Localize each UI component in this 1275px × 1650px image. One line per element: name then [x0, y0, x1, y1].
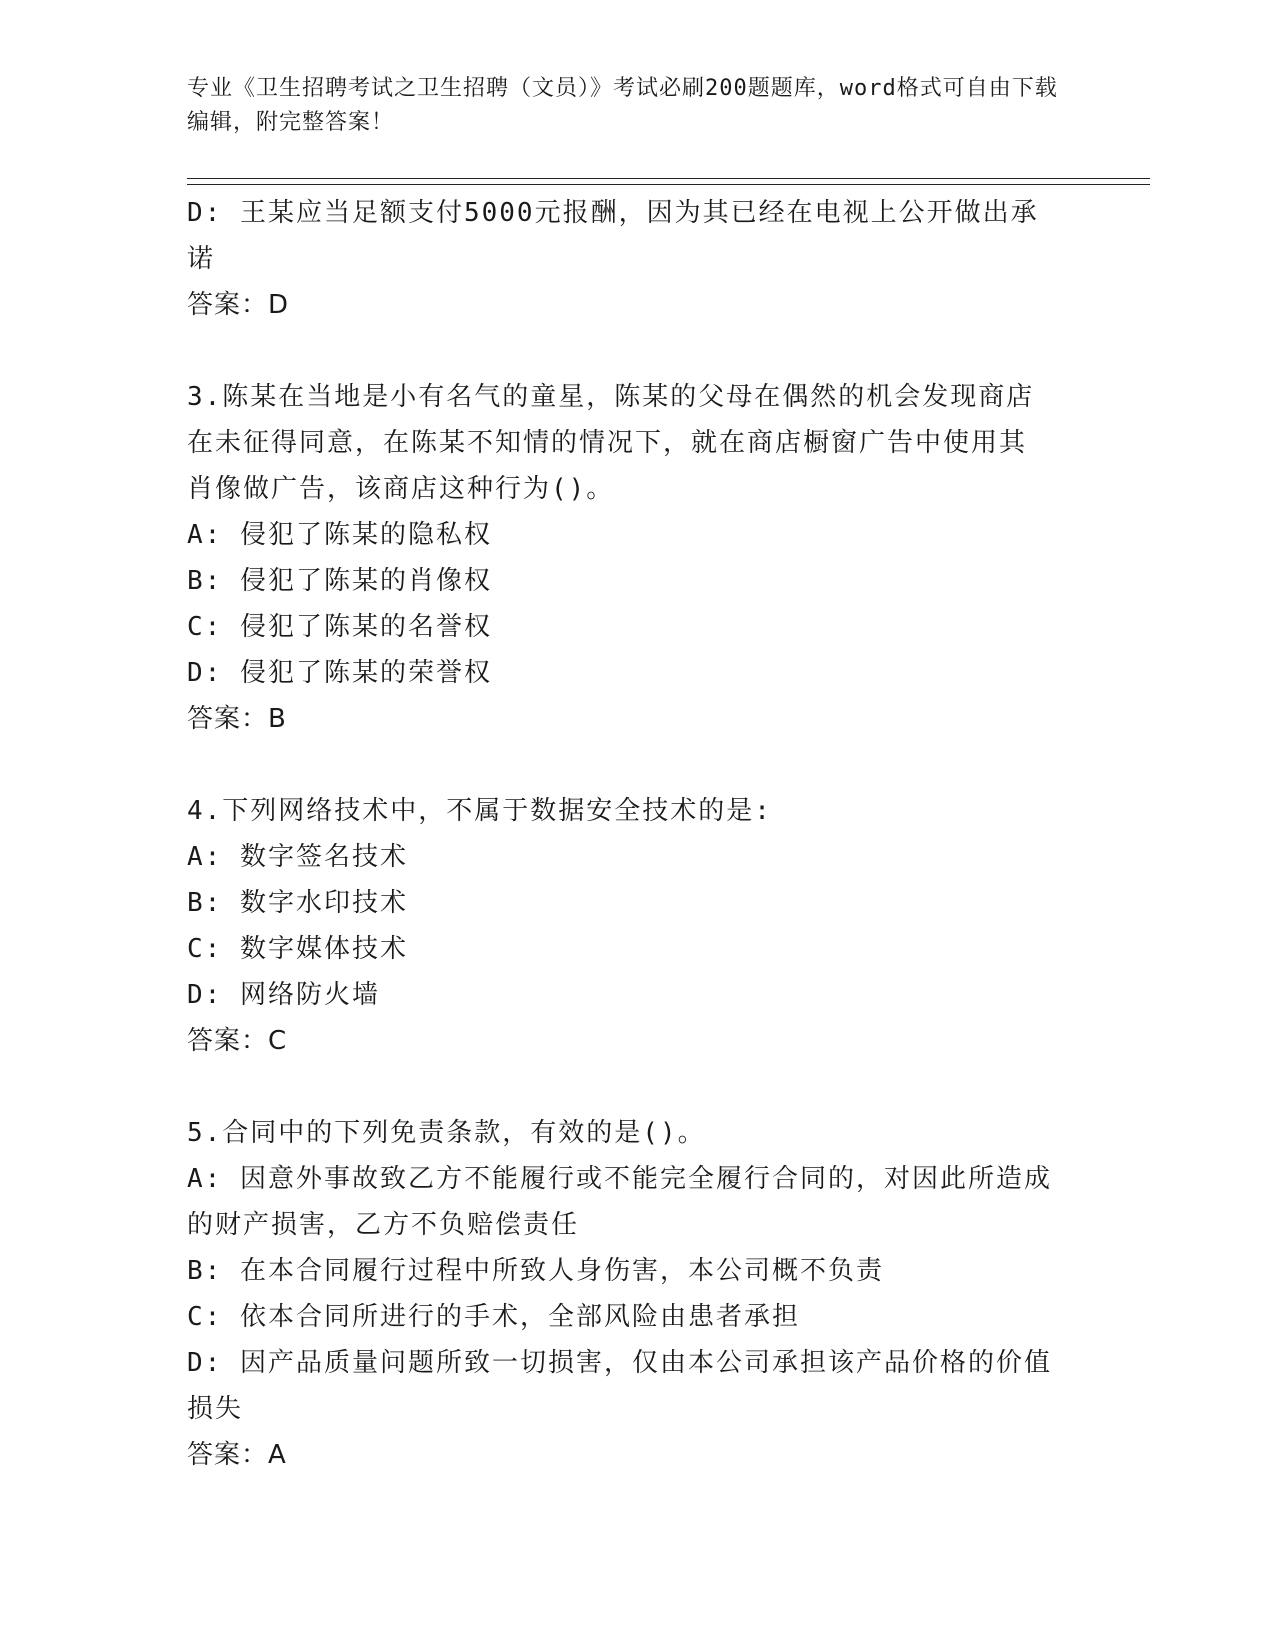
option-a-continued: 的财产损害，乙方不负赔偿责任 — [187, 1210, 580, 1240]
question-3 — [187, 374, 1087, 742]
answer: 答案：C — [187, 1026, 288, 1056]
option-c: C: 侵犯了陈某的名誉权 — [187, 612, 492, 642]
option-d-continued: 诺 — [187, 244, 216, 274]
header-divider-top — [187, 178, 1150, 179]
question-stem: 4.下列网络技术中，不属于数据安全技术的是: — [187, 796, 772, 826]
option-d-continued: 损失 — [187, 1394, 244, 1424]
spacer — [187, 742, 1087, 788]
option-d: D: 侵犯了陈某的荣誉权 — [187, 658, 492, 688]
question-stem: 3.陈某在当地是小有名气的童星，陈某的父母在偶然的机会发现商店 — [187, 382, 1035, 412]
option-d: D: 因产品质量问题所致一切损害，仅由本公司承担该产品价格的价值 — [187, 1348, 1052, 1378]
option-a: A: 侵犯了陈某的隐私权 — [187, 520, 492, 550]
question-5 — [187, 1110, 1087, 1478]
document-header — [187, 72, 1067, 140]
answer: 答案：B — [187, 704, 287, 734]
question-4 — [187, 788, 1087, 1064]
spacer — [187, 1064, 1087, 1110]
option-a: A: 数字签名技术 — [187, 842, 408, 872]
option-d: D: 王某应当足额支付5000元报酬，因为其已经在电视上公开做出承 — [187, 198, 1039, 228]
question-stem: 在未征得同意，在陈某不知情的情况下，就在商店橱窗广告中使用其 — [187, 428, 1028, 458]
question-stem: 肖像做广告，该商店这种行为()。 — [187, 474, 615, 504]
answer: 答案：A — [187, 1440, 287, 1470]
option-c: C: 依本合同所进行的手术，全部风险由患者承担 — [187, 1302, 800, 1332]
question-stem: 5.合同中的下列免责条款，有效的是()。 — [187, 1118, 706, 1148]
option-b: B: 侵犯了陈某的肖像权 — [187, 566, 492, 596]
option-c: C: 数字媒体技术 — [187, 934, 408, 964]
header-title: 专业《卫生招聘考试之卫生招聘（文员）》考试必刷200题题库，word格式可自由下载编辑，附完整答案！ — [187, 76, 1058, 135]
question-content — [187, 190, 1087, 1478]
option-a: A: 因意外事故致乙方不能履行或不能完全履行合同的，对因此所造成 — [187, 1164, 1052, 1194]
option-d: D: 网络防火墙 — [187, 980, 380, 1010]
option-b: B: 数字水印技术 — [187, 888, 408, 918]
answer: 答案：D — [187, 290, 290, 320]
spacer — [187, 328, 1087, 374]
option-b: B: 在本合同履行过程中所致人身伤害，本公司概不负责 — [187, 1256, 884, 1286]
header-divider-bottom — [187, 184, 1150, 185]
